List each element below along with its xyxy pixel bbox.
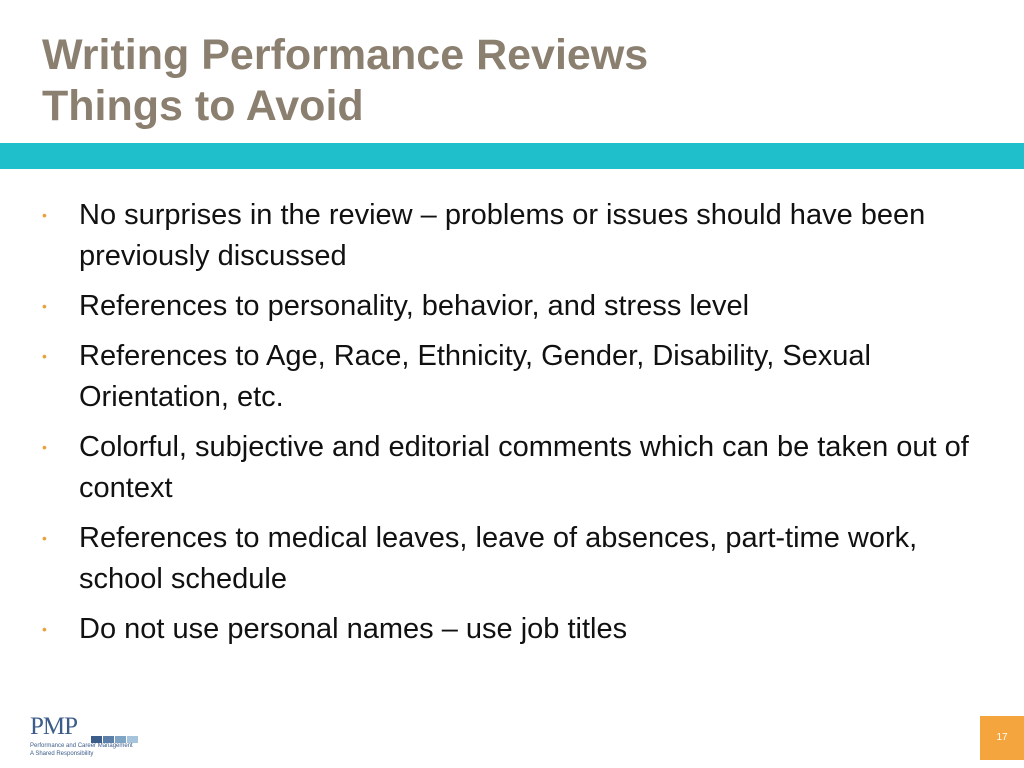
bullet-marker: •: [42, 621, 47, 637]
bullet-text: References to Age, Race, Ethnicity, Gender, Disability, Sexual Orientation, etc.: [79, 340, 871, 413]
bullet-item: [42, 427, 972, 509]
bullet-marker: •: [42, 530, 47, 546]
bullet-list: [42, 195, 972, 659]
bullet-marker: •: [42, 439, 47, 455]
bullet-text: No surprises in the review – problems or issues should have been previously discussed: [79, 199, 926, 272]
page-number-badge: 17: [980, 716, 1024, 760]
slide-title: [42, 30, 648, 132]
logo-tagline: [30, 742, 170, 758]
bullet-text: Colorful, subjective and editorial comments which can be taken out of context: [79, 431, 969, 504]
slide-title-line-1: Writing Performance Reviews: [42, 31, 649, 79]
logo-wordmark: PMP: [30, 713, 78, 740]
bullet-text: Do not use personal names – use job titles: [79, 613, 628, 645]
slide-title-line-2: Things to Avoid: [42, 82, 364, 130]
bullet-item: [42, 195, 972, 277]
bullet-text: References to medical leaves, leave of absences, part-time work, school schedule: [79, 522, 918, 595]
bullet-marker: •: [42, 207, 47, 223]
logo-tagline-line-1: Performance and Career Management: [30, 743, 133, 749]
bullet-item: [42, 286, 972, 327]
logo-squares-graphic: [91, 730, 139, 737]
bullet-item: [42, 518, 972, 600]
logo-tagline-line-2: A Shared Responsibility: [30, 751, 94, 757]
title-divider-band: [0, 143, 1024, 169]
bullet-item: [42, 336, 972, 418]
bullet-item: [42, 609, 972, 650]
bullet-marker: •: [42, 298, 47, 314]
pmp-logo: [30, 714, 140, 760]
bullet-text: References to personality, behavior, and stress level: [79, 290, 750, 322]
bullet-marker: •: [42, 348, 47, 364]
